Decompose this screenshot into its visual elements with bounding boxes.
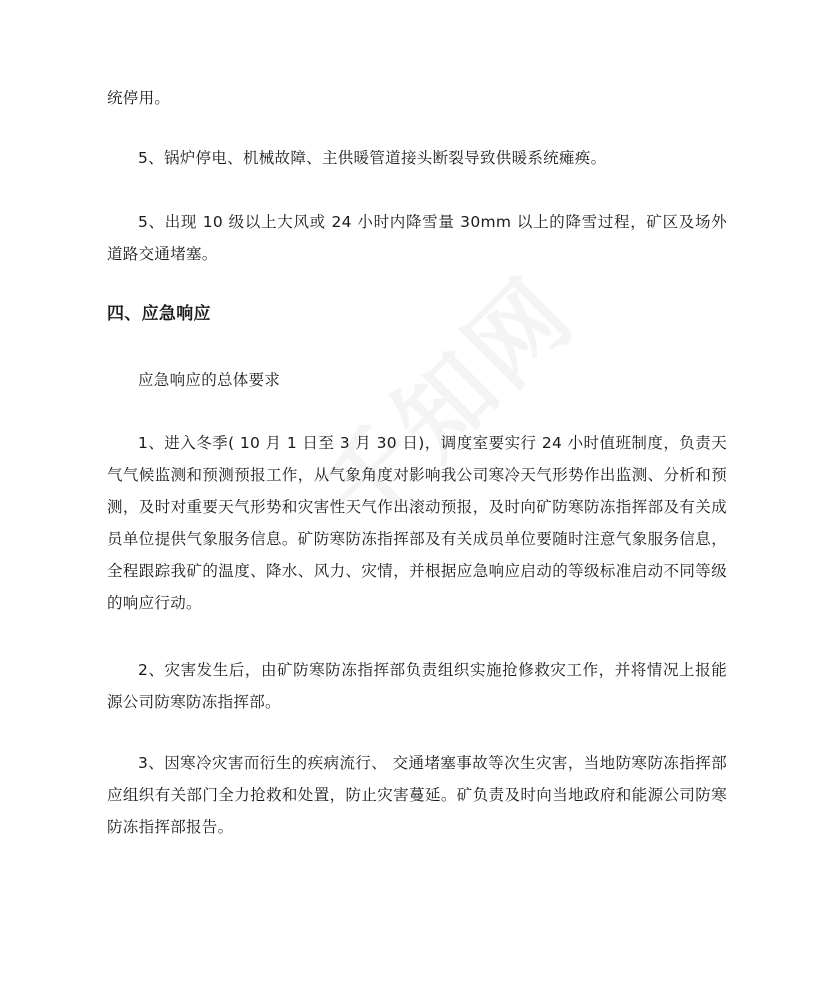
paragraph-continuation: 统停用。 — [107, 89, 171, 107]
paragraph-item-2-after-disaster: 2、灾害发生后，由矿防寒防冻指挥部负责组织实施抢修救灾工作，并将情况上报能源公司防寒防冻指挥部。 — [107, 661, 727, 711]
paragraph-item-3-secondary-disasters: 3、因寒冷灾害而衍生的疾病流行、 交通堵塞事故等次生灾害，当地防寒防冻指挥部应组织有关部门全力抢救和处置，防止灾害蔓延。矿负责及时向当地政府和能源公司防寒防冻指挥部报告。 — [107, 754, 727, 836]
paragraph-item-5-wind-snow: 5、出现 10 级以上大风或 24 小时内降雪量 30mm 以上的降雪过程，矿区及场外道路交通堵塞。 — [107, 213, 727, 263]
paragraph-item-1-winter: 1、进入冬季( 10 月 1 日至 3 月 30 日)，调度室要实行 24 小时值班制度，负责天气气候监测和预测预报工作，从气象角度对影响我公司寒冷天气形势作出监测、分析和预测，及时对重要天气形势和灾害性天气作出滚动预报，及时向矿防寒防冻指挥部及有关成员单位提供气象服务信息。矿防寒防冻指挥部及有关成员单位要随时注意气象服务信息，全程跟踪我矿的温度、降水、风力、灾情，并根据应急响应启动的等级标准启动不同等级的响应行动。 — [107, 434, 727, 612]
subheading-general-requirements: 应急响应的总体要求 — [138, 371, 281, 389]
paragraph-item-5-boiler: 5、锅炉停电、机械故障、主供暖管道接头断裂导致供暖系统瘫痪。 — [138, 149, 607, 167]
section-heading-emergency-response: 四、应急响应 — [107, 304, 211, 324]
